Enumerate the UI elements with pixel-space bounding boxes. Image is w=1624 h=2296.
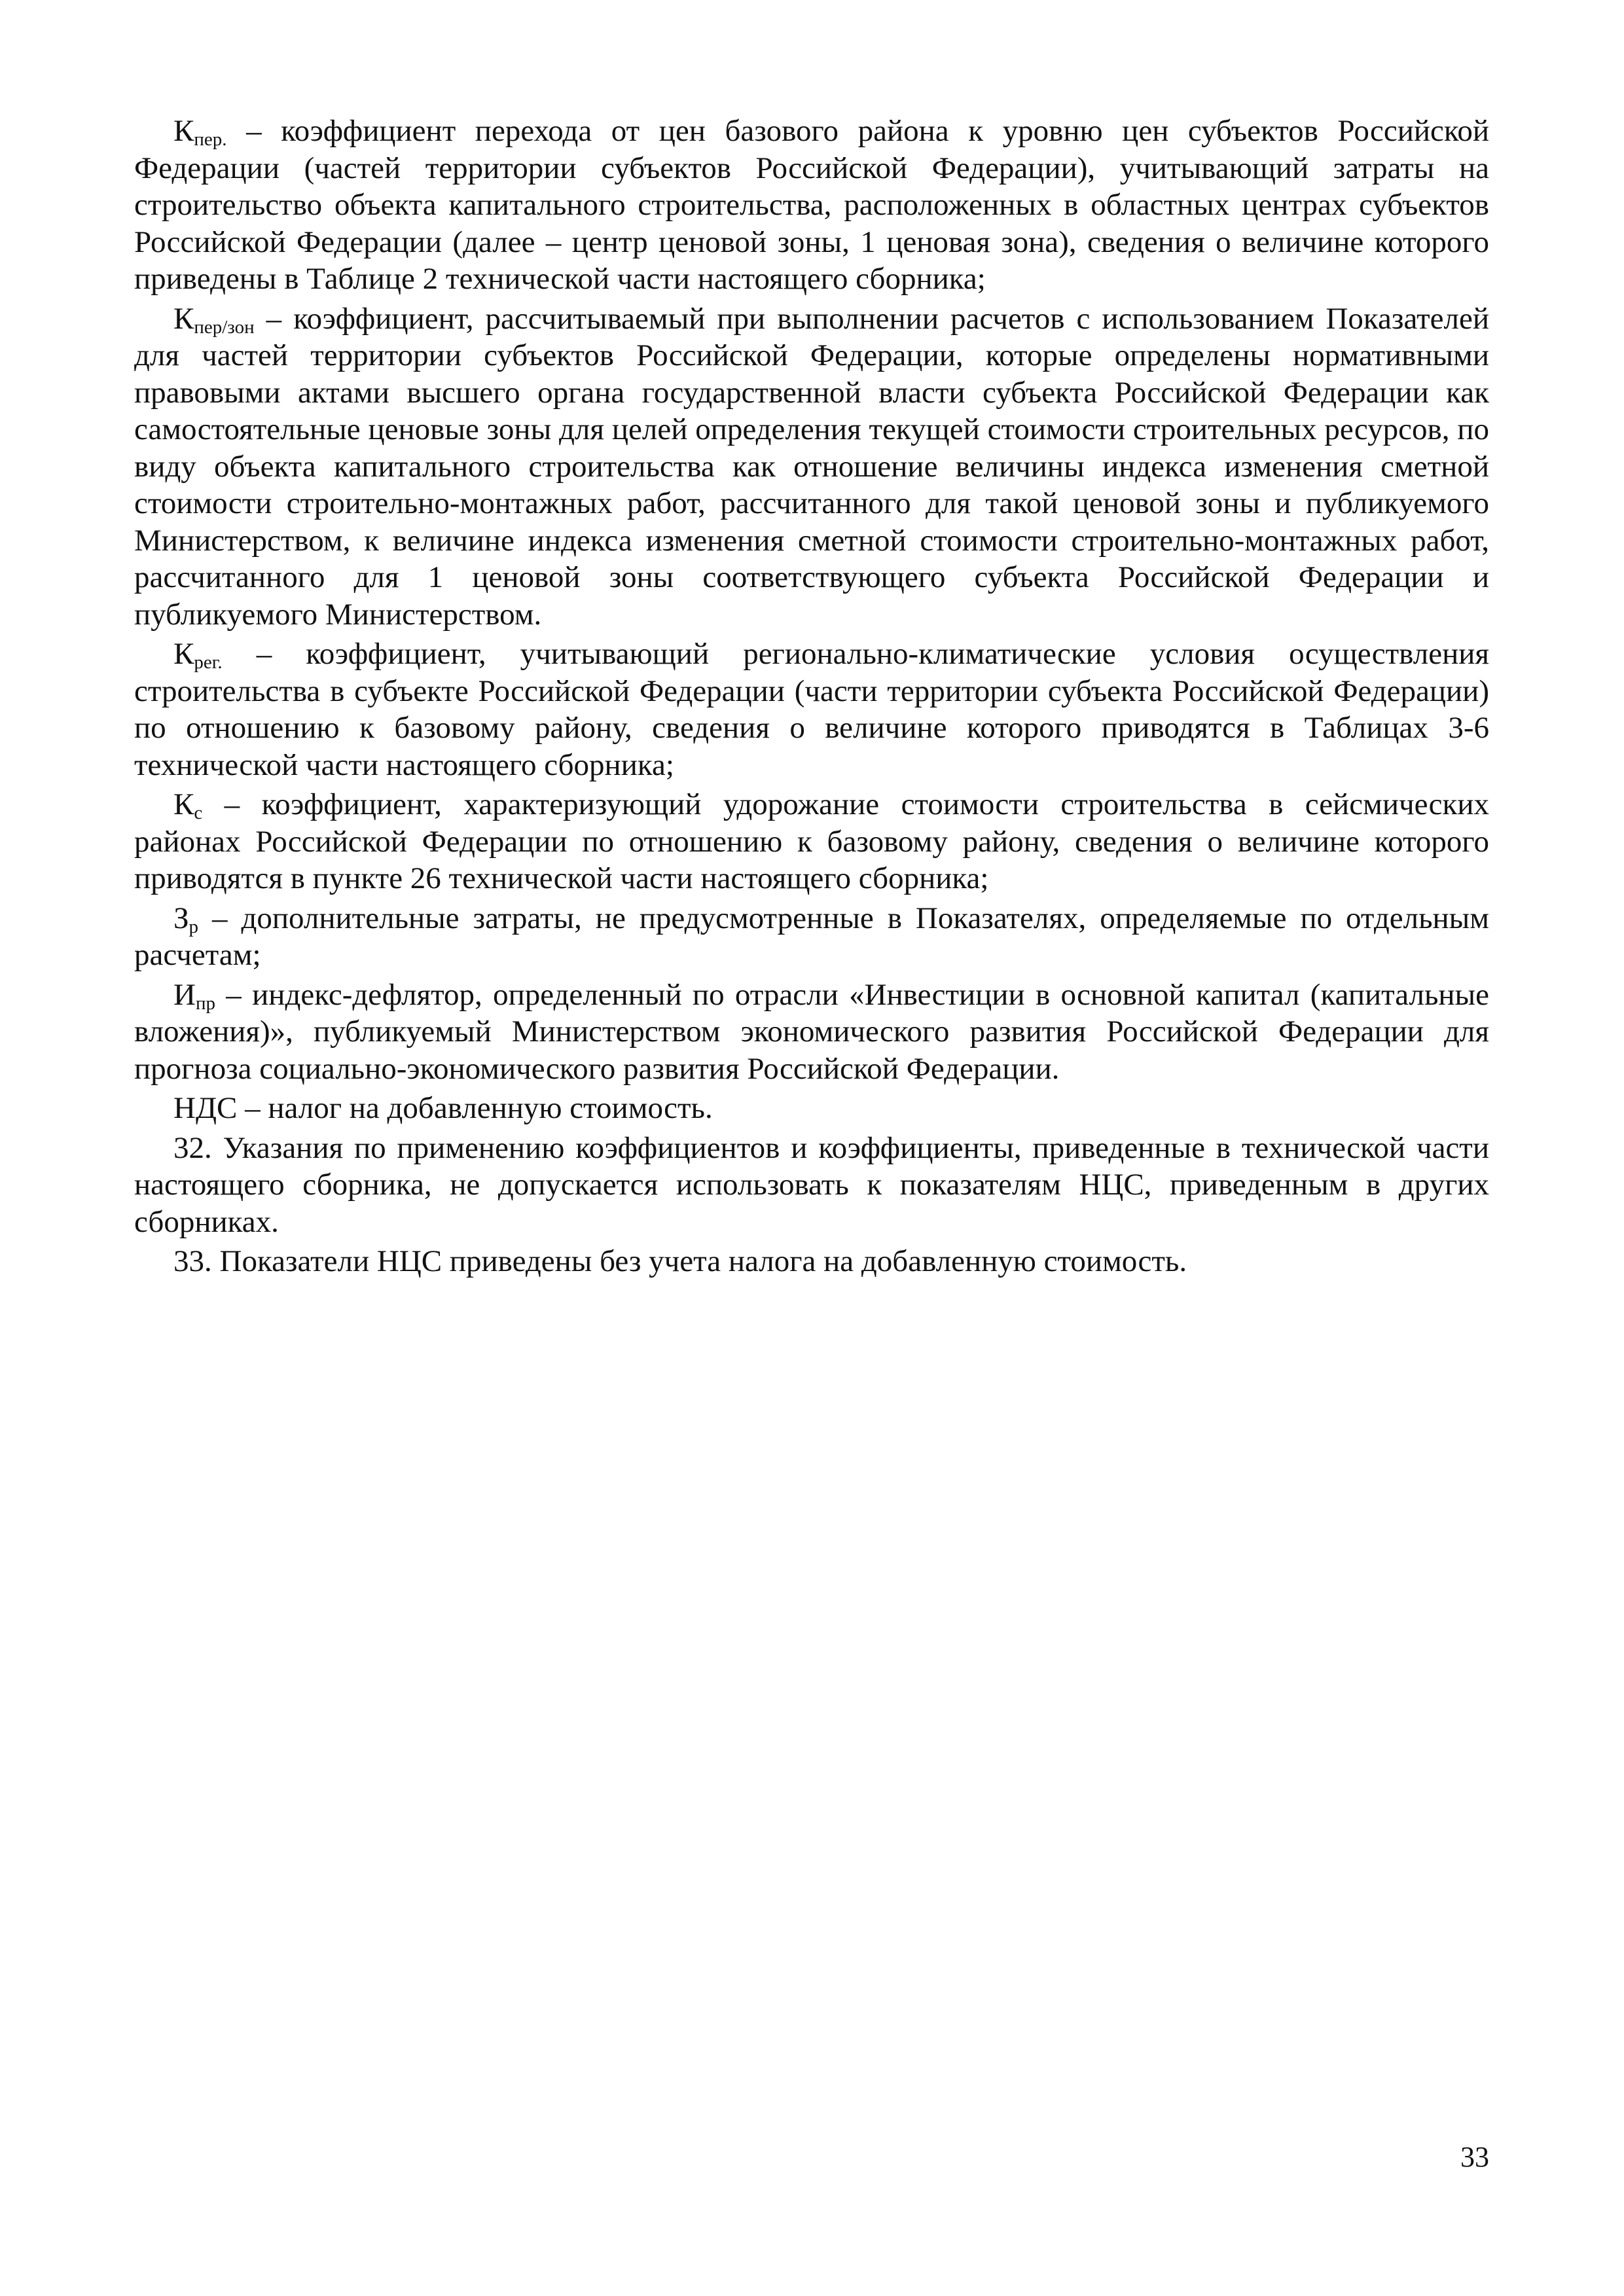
- definition-text: НДС – налог на добавленную стоимость.: [173, 1091, 713, 1125]
- definition-text: – коэффициент, рассчитываемый при выполнении расчетов с использованием Показателей для частей территории субъектов Российской Федерации, которые определены нормативными правовыми актами высшего органа государственной власти субъекта Российской Федерации как самостоятельные ценовые зоны для целей определения текущей стоимости строительных ресурсов, по виду объекта капитального строительства как отношение величины индекса изменения сметной стоимости строительно-монтажных работ, рассчитанного для такой ценовой зоны и публикуемого Министерством, к величине индекса изменения сметной стоимости строительно-монтажных работ, рассчитанного для 1 ценовой зоны соответствующего субъекта Российской Федерации и публикуемого Министерством.: [134, 301, 1489, 632]
- definition-nds: [134, 1090, 1489, 1127]
- definition-k-s: [134, 786, 1489, 897]
- definition-text: – коэффициент, учитывающий регионально-климатические условия осуществления строительства в субъекте Российской Федерации (части территории субъекта Российской Федерации) по отношению к базовому району, сведения о величине которого приводятся в Таблицах 3-6 технической части настоящего сборника;: [134, 637, 1489, 782]
- item-number: 32.: [173, 1130, 212, 1165]
- item-text: Показатели НЦС приведены без учета налога на добавленную стоимость.: [219, 1244, 1187, 1278]
- coefficient-symbol: Зр: [173, 901, 199, 937]
- coefficient-symbol: Кпер/зон: [173, 301, 255, 338]
- definition-k-reg: [134, 636, 1489, 783]
- coefficient-symbol: Кс: [173, 787, 203, 823]
- page-number: 33: [1460, 2141, 1489, 2173]
- coefficient-symbol: Кпер.: [173, 114, 227, 150]
- coefficient-symbol: Ипр: [173, 977, 215, 1014]
- document-body: [134, 113, 1489, 1283]
- definition-k-per: [134, 113, 1489, 298]
- numbered-item-33: [134, 1243, 1489, 1280]
- definition-text: – дополнительные затраты, не предусмотренные в Показателях, определяемые по отдельным расчетам;: [134, 901, 1489, 972]
- numbered-item-32: [134, 1130, 1489, 1241]
- item-number: 33.: [173, 1244, 212, 1278]
- definition-text: – коэффициент перехода от цен базового района к уровню цен субъектов Российской Федерации (частей территории субъектов Российской Федерации), учитывающий затраты на строительство объекта капитального строительства, расположенных в областных центрах субъектов Российской Федерации (далее – центр ценовой зоны, 1 ценовая зона), сведения о величине которого приведены в Таблице 2 технической части настоящего сборника;: [134, 114, 1489, 296]
- coefficient-symbol: Крег.: [173, 637, 223, 673]
- definition-text: – индекс-дефлятор, определенный по отрасли «Инвестиции в основной капитал (капитальные вложения)», публикуемый Министерством экономического развития Российской Федерации для прогноза социально-экономического развития Российской Федерации.: [134, 977, 1489, 1086]
- definition-k-per-zon: [134, 300, 1489, 634]
- item-text: Указания по применению коэффициентов и коэффициенты, приведенные в технической части настоящего сборника, не допускается использовать к показателям НЦС, приведенным в других сборниках.: [134, 1130, 1489, 1239]
- definition-text: – коэффициент, характеризующий удорожание стоимости строительства в сейсмических районах Российской Федерации по отношению к базовому району, сведения о величине которого приводятся в пункте 26 технической части настоящего сборника;: [134, 787, 1489, 895]
- definition-z-r: [134, 900, 1489, 974]
- definition-i-pr: [134, 977, 1489, 1088]
